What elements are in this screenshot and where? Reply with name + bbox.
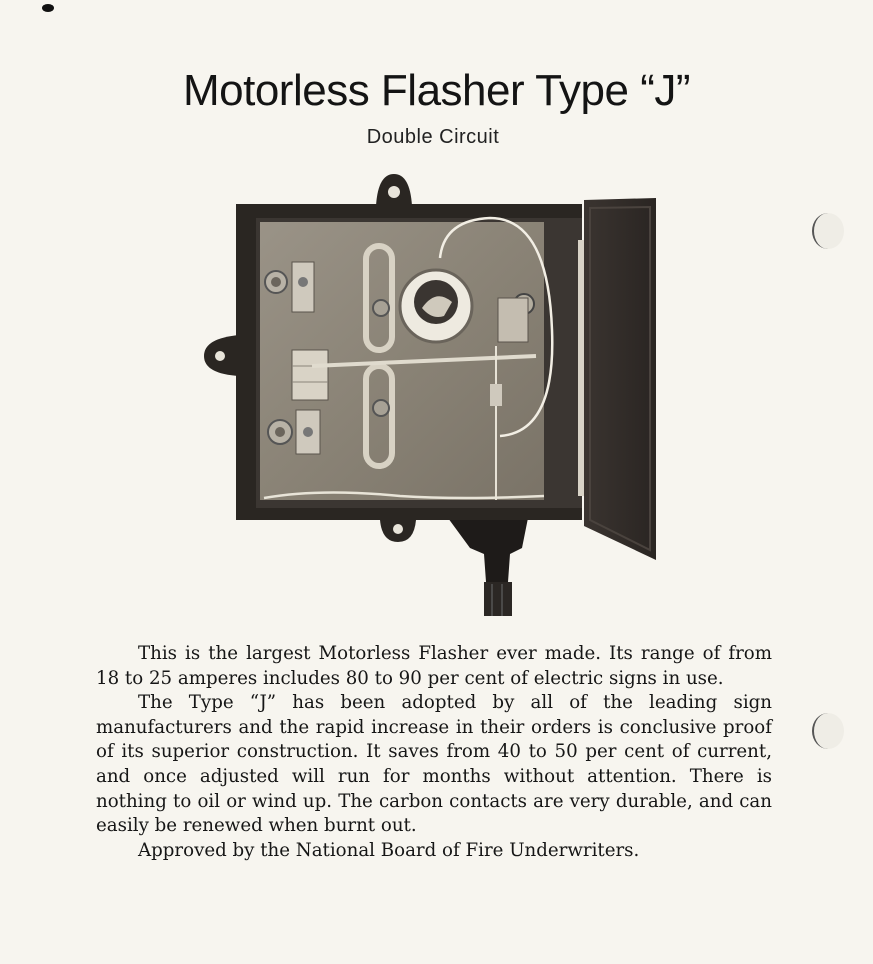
page-subtitle: Double Circuit [366,126,500,148]
binder-hole-top [812,213,844,249]
porcelain-socket [400,270,472,342]
paragraph-range: This is the largest Motorless Flasher ever made. Its range of from 18 to 25 amperes includes 80 to 90 per cent of electric signs in use. [96,643,772,689]
paragraph-approval: Approved by the National Board of Fire Underwriters. [138,839,640,861]
ink-spot [42,4,54,12]
binder-hole-bottom [812,713,844,749]
conduit-outlet [448,518,528,582]
open-door [578,198,656,560]
paragraph-adoption: The Type “J” has been adopted by all of the leading sign manufacturers and the rapid increase in their orders is conclusive proof of its superior construction. It saves from 40 to 50 per cent of current, and once adjusted will run for months without attention. There is nothing to oil or wind up. The carbon contacts are very durable, and can easily be renewed when burnt out. [96,692,772,837]
flasher-photograph [200,170,660,620]
description-text [96,642,772,863]
page-title: Motorless Flasher Type “J” [182,66,690,115]
